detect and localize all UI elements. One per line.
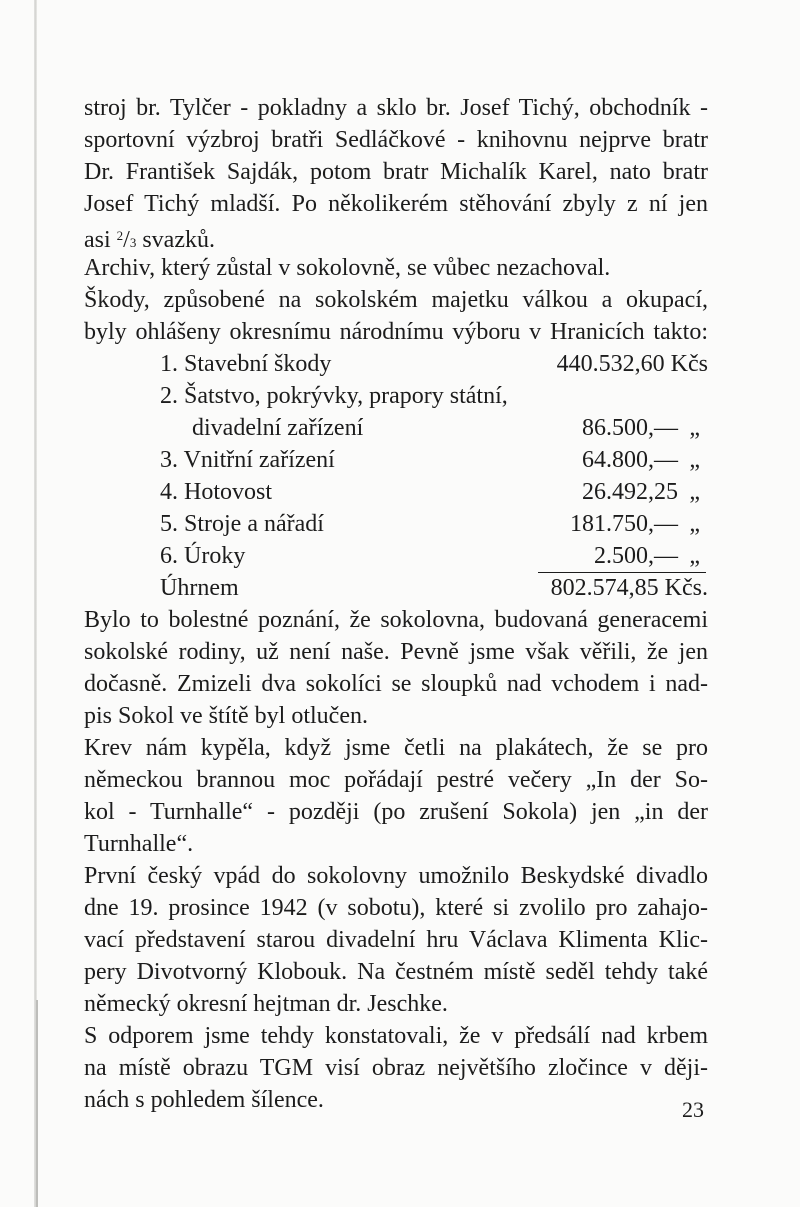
damage-row [84,380,708,412]
text-line: pery Divotvorný Klobouk. Na čestném místě seděl tehdy také [84,959,708,985]
page-spine-shadow [36,1000,38,1207]
text-fragment: asi [84,227,117,253]
text-line: byly ohlášeny okresnímu národnímu výboru v Hranicích takto: [84,319,708,345]
fraction-numerator: 2 [116,228,124,243]
total-amount: 802.574,85 Kčs. [550,575,708,601]
text-line: sportovní výzbroj bratři Sedláčkové - knihovnu nejprve bratr [84,127,708,153]
damage-label: 4. Hotovost [160,479,273,505]
page-text [84,92,708,1116]
text-line: Krev nám kypěla, když jsme četli na plakátech, že se pro [84,735,708,761]
damage-label: 2. Šatstvo, pokrývky, prapory státní, [160,383,508,409]
paragraph-realization [84,604,708,732]
damage-row [84,348,708,380]
damage-label: 1. Stavební škody [160,351,332,377]
text-line: Dr. František Sajdák, potom bratr Michalík Karel, nato bratr [84,159,708,185]
damage-row [84,476,708,508]
damage-amount: 2.500,— [594,543,678,569]
text-line: vací představení starou divadelní hru Václava Klimenta Klic- [84,927,708,953]
paragraph-posters [84,732,708,860]
text-line: dne 19. prosince 1942 (v sobotu), které si zvolilo pro zahajo- [84,895,708,921]
damage-unit: „ [689,447,700,473]
text-line: německý okresní hejtman dr. Jeschke. [84,991,448,1017]
text-line: kol - Turnhalle“ - později (po zrušení Sokola) jen „in der [84,799,708,825]
text-line: stroj br. Tylčer - pokladny a sklo br. Josef Tichý, obchodník - [84,95,708,121]
text-line: nách s pohledem šílence. [84,1087,324,1113]
damage-row [84,444,708,476]
fraction-slash: / [123,227,130,253]
text-line: německou brannou moc pořádají pestré večery „In der So- [84,767,708,793]
paragraph-library [84,92,708,252]
damage-label-continuation: divadelní zařízení [192,415,364,441]
damage-row-continuation [84,412,708,444]
text-line: pis Sokol ve štítě byl otlučen. [84,703,368,729]
text-line: S odporem jsme tehdy konstatovali, že v předsálí nad krbem [84,1023,708,1049]
text-line: na místě obrazu TGM visí obraz největšího zločince v ději- [84,1055,708,1081]
damage-amount: 440.532,60 Kčs [556,351,708,377]
text-line: Škody, způsobené na sokolském majetku válkou a okupací, [84,287,708,313]
damage-row [84,508,708,540]
damage-unit: „ [689,543,700,569]
text-line: dočasně. Zmizeli dva sokolíci se sloupků nad vchodem i nad- [84,671,708,697]
damage-unit: „ [689,479,700,505]
damage-amount: 181.750,— [570,511,678,537]
damage-label: 6. Úroky [160,543,246,569]
paragraph-theatre [84,860,708,1020]
text-line: sokolské rodiny, už není naše. Pevně jsme však věřili, že jen [84,639,708,665]
text-line: První český vpád do sokolovny umožnilo Beskydské divadlo [84,863,708,889]
damage-amount: 86.500,— [582,415,678,441]
paragraph-damages-intro [84,284,708,348]
text-line: Josef Tichý mladší. Po několikerém stěhování zbyly z ní jen [84,191,708,217]
damage-label: 5. Stroje a nářadí [160,511,324,537]
fraction-denominator: 3 [129,235,137,250]
paragraph-portrait [84,1020,708,1116]
damage-amount: 64.800,— [582,447,678,473]
page-number: 23 [682,1097,704,1122]
damage-unit: „ [689,415,700,441]
total-label: Úhrnem [160,575,239,601]
damages-table [84,348,708,604]
damage-unit: „ [689,511,700,537]
text-line: Bylo to bolestné poznání, že sokolovna, budovaná generacemi [84,607,708,633]
damage-label: 3. Vnitřní zařízení [160,447,335,473]
text-fragment: svazků. [136,227,215,253]
text-line [84,220,708,252]
paragraph-archive: Archiv, který zůstal v sokolovně, se vůbec nezachoval. [84,255,611,281]
damage-row [84,540,708,572]
text-line: Turnhalle“. [84,831,194,857]
damage-total-row [84,572,708,604]
damage-amount: 26.492,25 [582,479,678,505]
